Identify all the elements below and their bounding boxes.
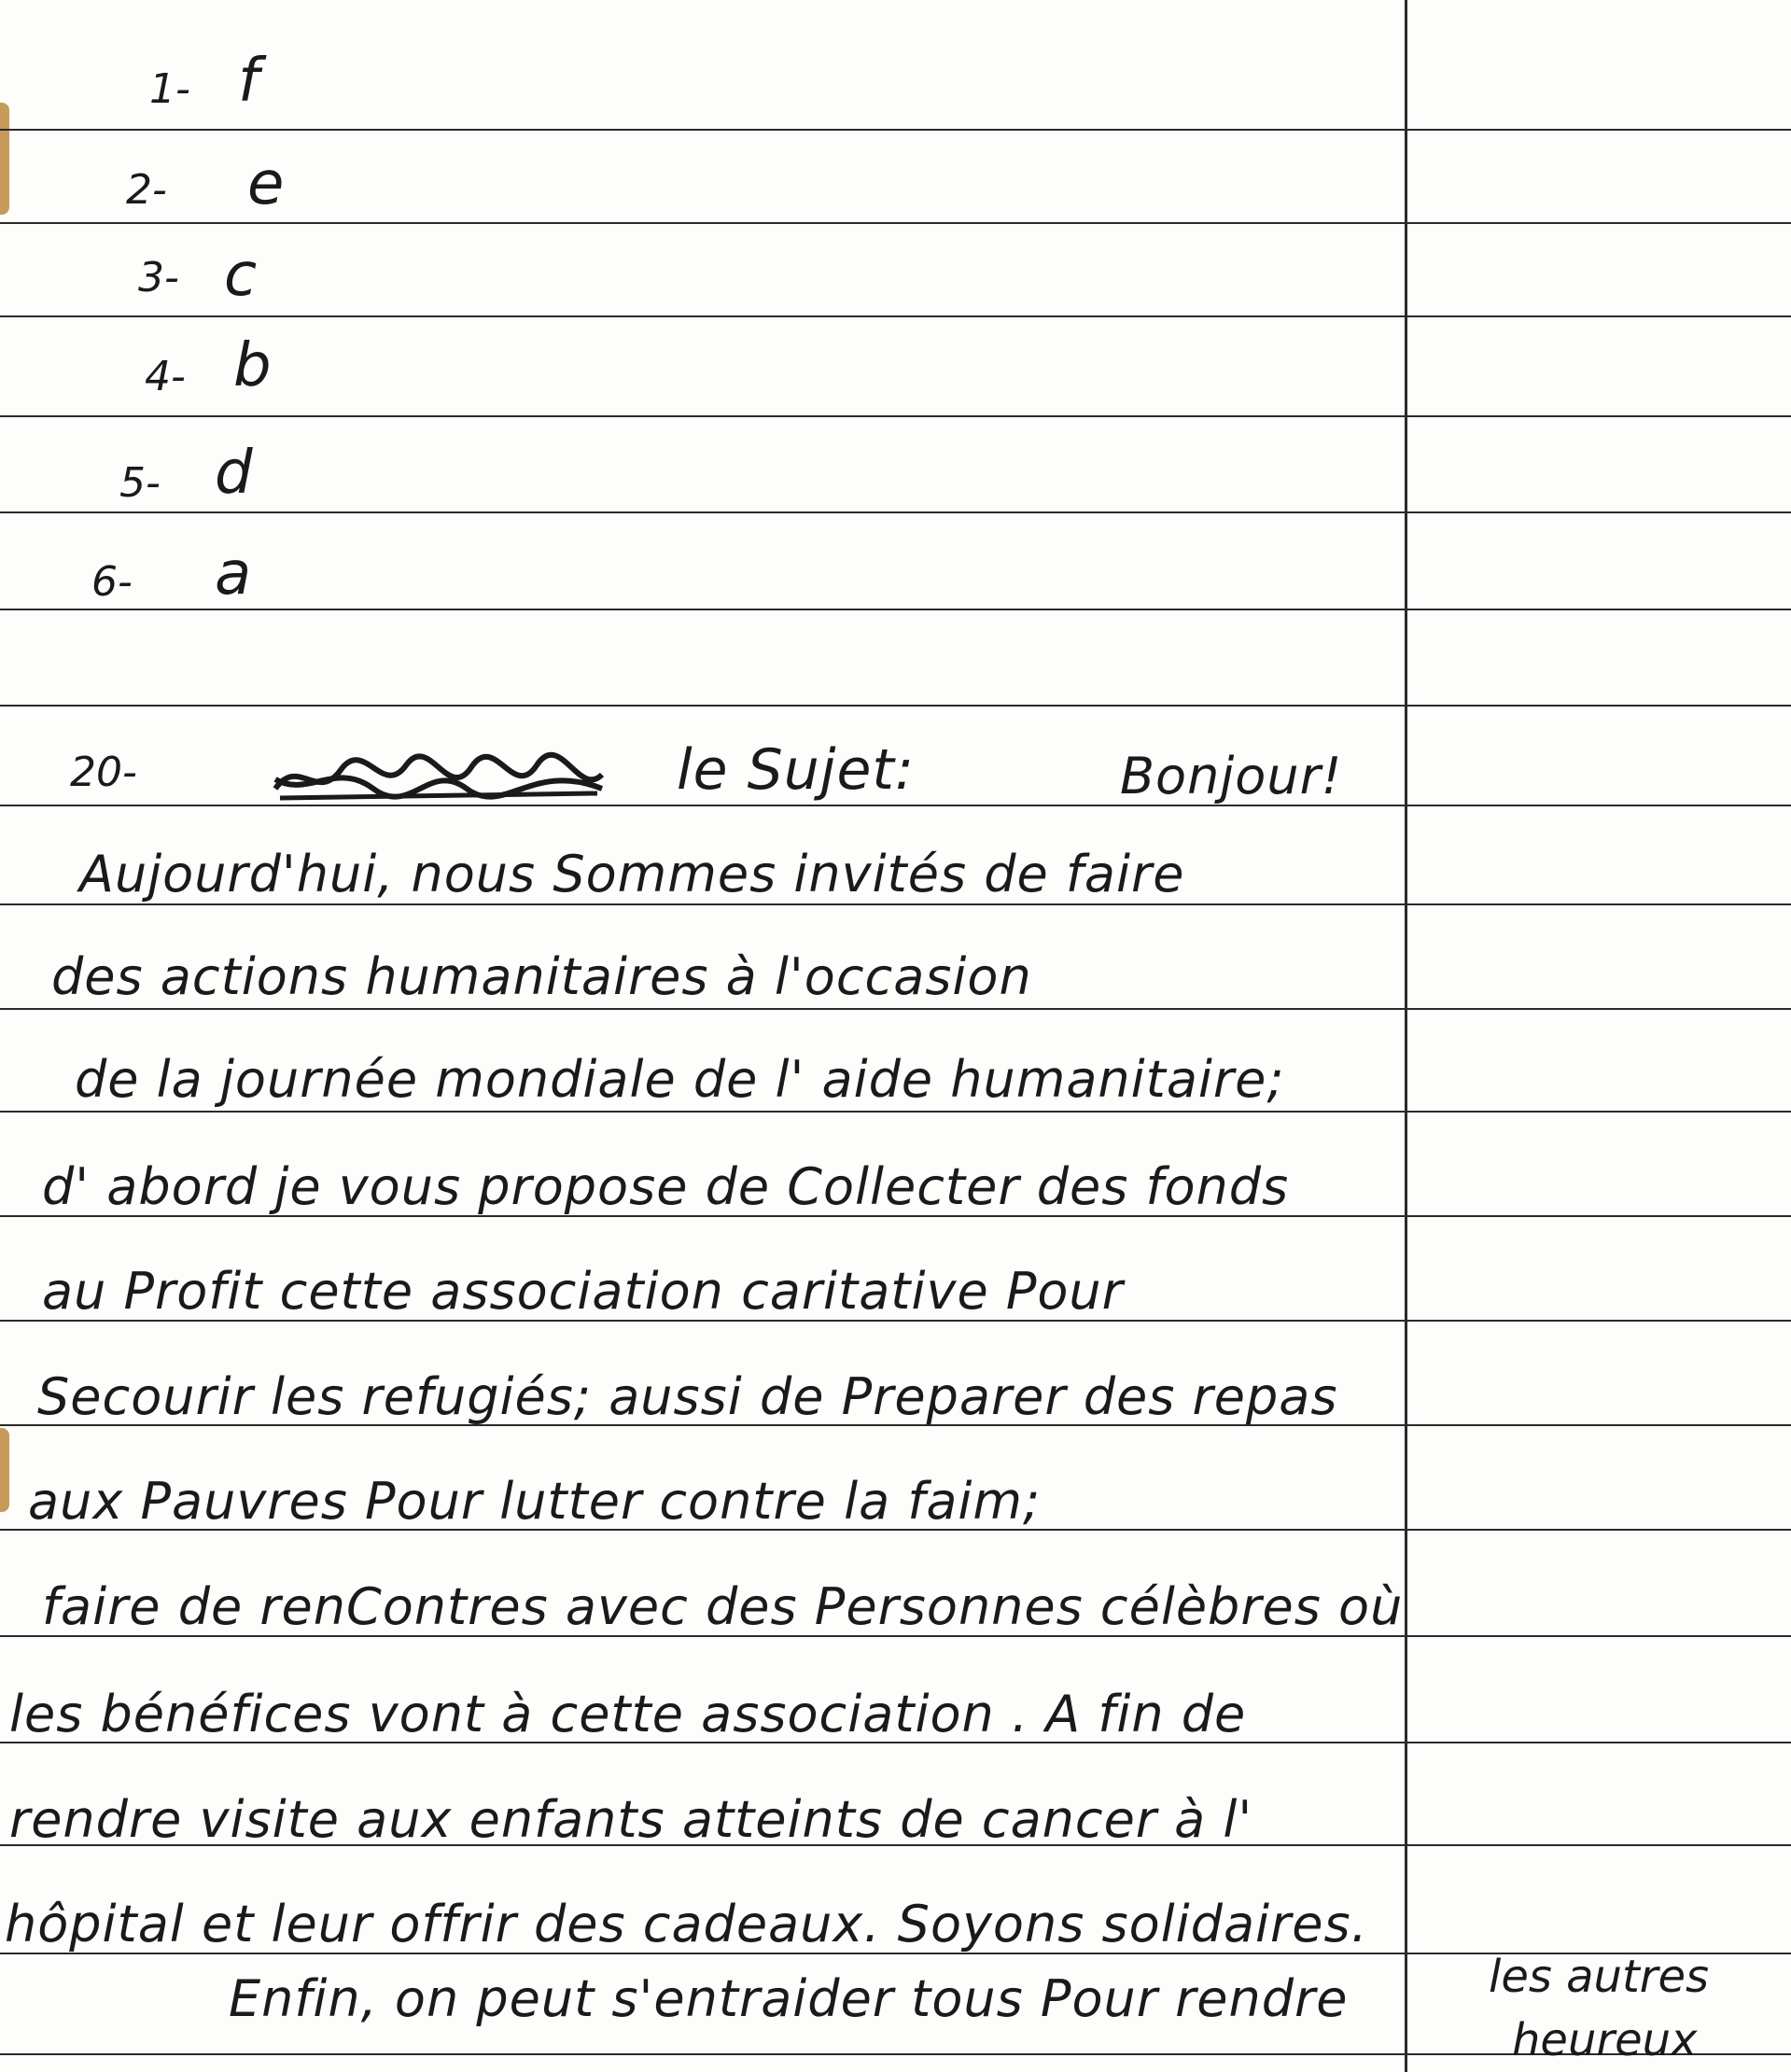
ruled-line bbox=[0, 511, 1791, 513]
ruled-line bbox=[0, 805, 1791, 806]
ruled-line bbox=[0, 222, 1791, 224]
essay-line: les bénéfices vont à cette association . A fin de bbox=[9, 1685, 1247, 1743]
ruled-line bbox=[0, 1008, 1791, 1010]
ruled-line bbox=[0, 1111, 1791, 1113]
essay-line: au Profit cette association caritative Pour bbox=[42, 1262, 1124, 1321]
essay-greeting: Bonjour! bbox=[1120, 747, 1343, 805]
ruled-line bbox=[0, 609, 1791, 610]
torn-edge bbox=[0, 1428, 9, 1512]
ruled-line bbox=[0, 129, 1791, 131]
essay-heading: le Sujet: bbox=[677, 737, 916, 803]
answer-letter: d bbox=[215, 439, 253, 508]
essay-line: des actions humanitaires à l'occasion bbox=[51, 947, 1032, 1006]
question-number: 20- bbox=[70, 749, 137, 796]
ruled-line bbox=[0, 903, 1791, 905]
answer-number: 6- bbox=[91, 558, 133, 606]
crossed-out-scribble bbox=[271, 747, 607, 812]
answer-number: 2- bbox=[126, 166, 167, 214]
essay-line: hôpital et leur offrir des cadeaux. Soyons solidaires. bbox=[5, 1895, 1368, 1953]
answer-number: 5- bbox=[119, 459, 161, 507]
essay-line: rendre visite aux enfants atteints de cancer à l' bbox=[9, 1790, 1253, 1849]
answer-letter: c bbox=[224, 241, 258, 310]
ruled-line bbox=[0, 315, 1791, 317]
margin-note: heureux bbox=[1512, 2014, 1698, 2066]
answer-number: 3- bbox=[138, 254, 179, 301]
essay-line: Aujourd'hui, nous Sommes invités de faire bbox=[79, 845, 1185, 903]
essay-line: de la journée mondiale de l' aide humanitaire; bbox=[75, 1050, 1285, 1109]
answer-letter: a bbox=[215, 539, 252, 609]
answer-letter: e bbox=[247, 149, 285, 218]
answer-letter: f bbox=[238, 47, 259, 116]
essay-line: d' abord je vous propose de Collecter des fonds bbox=[42, 1157, 1290, 1216]
essay-line: faire de renContres avec des Personnes célèbres où bbox=[42, 1577, 1404, 1636]
answer-number: 4- bbox=[145, 353, 186, 400]
essay-line: aux Pauvres Pour lutter contre la faim; bbox=[28, 1472, 1042, 1531]
ruled-line bbox=[0, 705, 1791, 707]
torn-edge bbox=[0, 103, 9, 215]
answer-letter: b bbox=[233, 331, 272, 400]
essay-line: Enfin, on peut s'entraider tous Pour rendre bbox=[229, 1969, 1349, 2028]
ruled-line bbox=[0, 415, 1791, 417]
answer-number: 1- bbox=[149, 65, 190, 113]
margin-note: les autres bbox=[1489, 1951, 1710, 2003]
essay-line: Secourir les refugiés; aussi de Preparer des repas bbox=[37, 1367, 1338, 1426]
margin-line bbox=[1405, 0, 1407, 2072]
